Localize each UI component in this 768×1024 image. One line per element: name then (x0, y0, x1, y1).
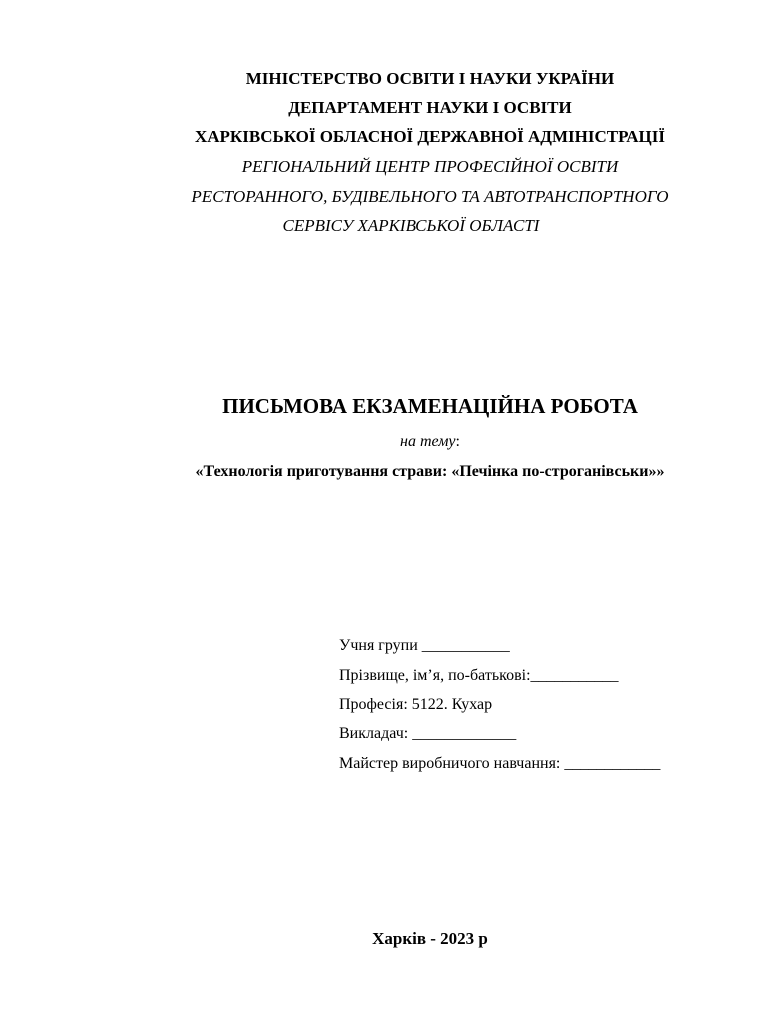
city-year: Харків - 2023 р (372, 929, 488, 948)
student-profession: Професія: 5122. Кухар (339, 696, 493, 713)
work-title: ПИСЬМОВА ЕКЗАМЕНАЦІЙНА РОБОТА (222, 394, 638, 418)
center-name-line-2: РЕСТОРАННОГО, БУДІВЕЛЬНОГО ТА АВТОТРАНСПОРТНОГО (191, 187, 669, 206)
department-heading: ДЕПАРТАМЕНТ НАУКИ І ОСВІТИ (288, 98, 572, 117)
center-name-line-3: СЕРВІСУ ХАРКІВСЬКОЇ ОБЛАСТІ (282, 216, 540, 235)
student-full-name: Прізвище, ім’я, по-батькові:___________ (339, 667, 619, 684)
center-name-line-1: РЕГІОНАЛЬНИЙ ЦЕНТР ПРОФЕСІЙНОЇ ОСВІТИ (241, 157, 619, 176)
student-group: Учня групи ___________ (339, 637, 510, 654)
work-topic: «Технологія приготування страви: «Печінка по-строганівськи»» (195, 463, 665, 480)
master-line: Майстер виробничого навчання: ____________ (339, 755, 661, 772)
administration-heading: ХАРКІВСЬКОЇ ОБЛАСНОЇ ДЕРЖАВНОЇ АДМІНІСТРАЦІЇ (194, 127, 666, 146)
work-subtitle (0, 432, 768, 452)
teacher-line: Викладач: _____________ (339, 725, 517, 742)
ministry-heading: МІНІСТЕРСТВО ОСВІТИ І НАУКИ УКРАЇНИ (245, 69, 615, 88)
subtitle-colon: : (455, 433, 460, 450)
subtitle-italic: на тему (400, 433, 456, 450)
